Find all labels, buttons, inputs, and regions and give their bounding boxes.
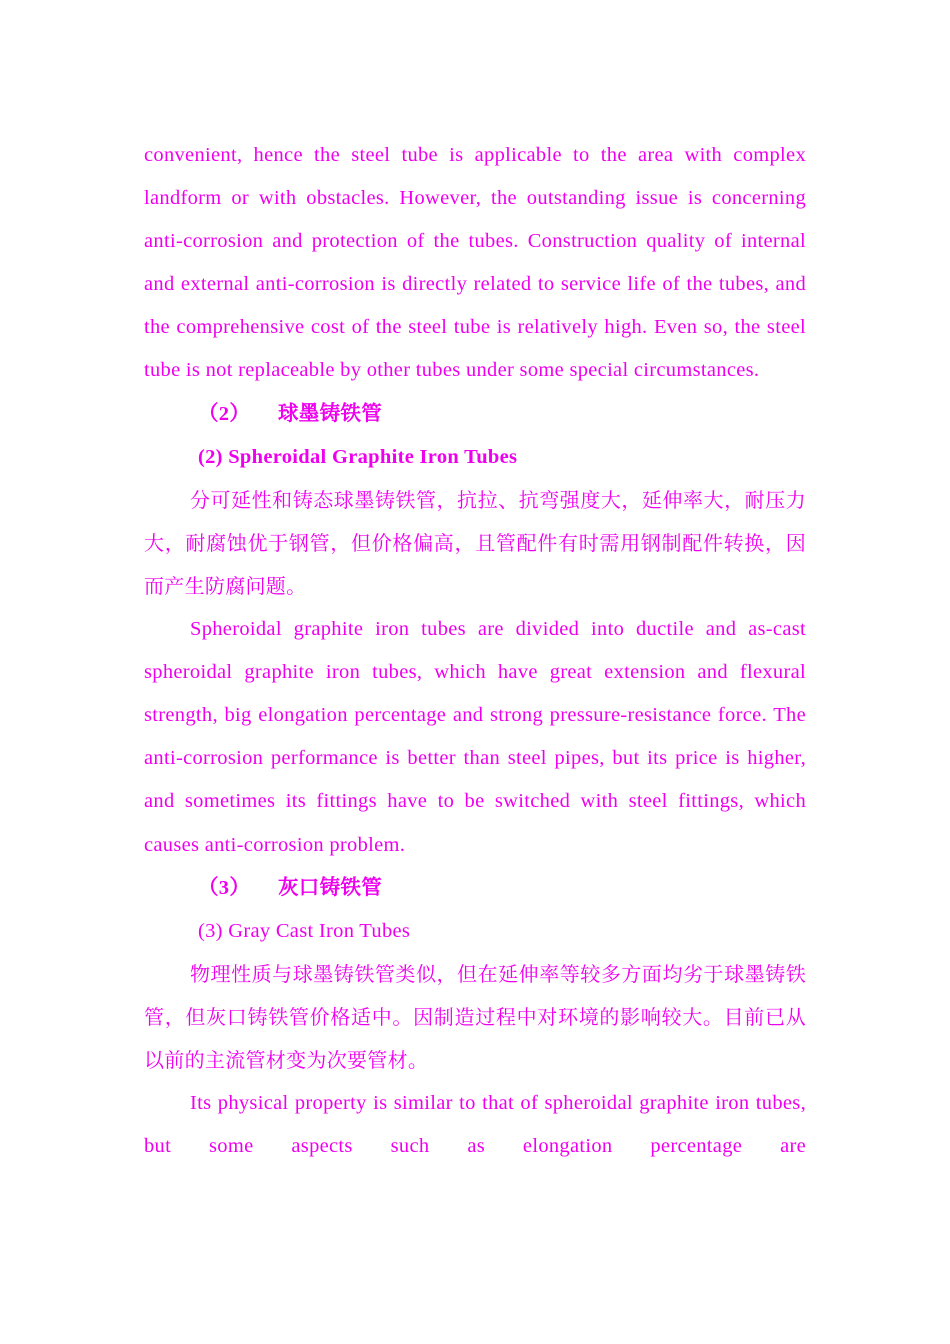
section-2-title-cn: 球墨铸铁管 (278, 402, 382, 425)
section-2-heading-cn (144, 393, 806, 436)
section-3-number: （3） (198, 876, 251, 899)
section-2-number: （2） (198, 402, 251, 425)
section-2-heading-en: (2) Spheroidal Graphite Iron Tubes (198, 445, 518, 468)
paragraph-steel-tube-continued: convenient, hence the steel tube is applicable to the area with complex landform or with obstacles. However, the outstanding issue is concerning anti-corrosion and protection of the tubes. Construction quality of internal and external anti-corrosion is directly related to service life of the tubes, and the comprehensive cost of the steel tube is relatively high. Even so, the steel tube is not replaceable by other tubes under some special circumstances. (144, 144, 806, 382)
section-3-body-cn: 物理性质与球墨铸铁管类似，但在延伸率等较多方面均劣于球墨铸铁管，但灰口铸铁管价格适中。因制造过程中对环境的影响较大。目前已从以前的主流管材变为次要管材。 (144, 961, 806, 1072)
section-2-body-en: Spheroidal graphite iron tubes are divided into ductile and as-cast spheroidal graphite iron tubes, which have great extension and flexural strength, big elongation percentage and strong pressure-resistance force. The anti-corrosion performance is better than steel pipes, but its price is higher, and sometimes its fittings have to be switched with steel fittings, which causes anti-corrosion problem. (144, 618, 806, 856)
section-3-heading-en: (3) Gray Cast Iron Tubes (198, 919, 411, 942)
section-2-body-cn: 分可延性和铸态球墨铸铁管，抗拉、抗弯强度大，延伸率大，耐压力大，耐腐蚀优于钢管，但价格偏高，且管配件有时需用钢制配件转换，因而产生防腐问题。 (144, 487, 806, 598)
section-3-title-cn: 灰口铸铁管 (278, 876, 382, 899)
document-body (144, 134, 806, 1168)
section-3-body-en: Its physical property is similar to that of spheroidal graphite iron tubes, but some aspects such as elongation percentage are (144, 1092, 806, 1158)
section-3-heading-cn (144, 867, 806, 910)
